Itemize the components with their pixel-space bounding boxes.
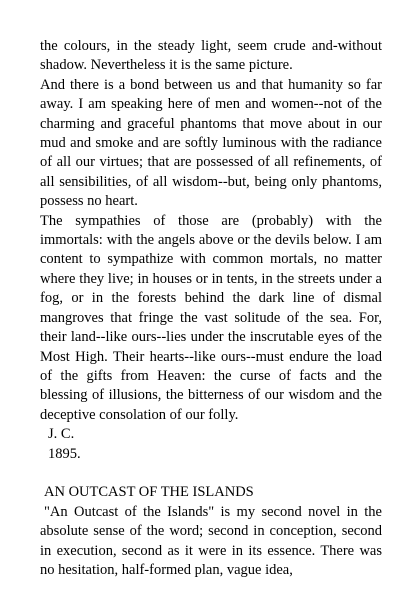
paragraph-sympathies: The sympathies of those are (probably) with the immortals: with the angels above or the devils below. I am content to sympathize with common mortals, no matter where they live; in houses or in tents, in the streets under a fog, or in the forests behind the dark line of dismal mangroves that fringe the vast solitude of the sea. For, their land--like ours--lies under the inscrutable eyes of the Most High. Their hearts--like ours--must endure the load of the gifts from Heaven: the curse of facts and the blessing of illusions, the bitterness of our wisdom and the deceptive consolation of our folly. bbox=[40, 212, 382, 423]
paragraph-colours: the colours, in the steady light, seem crude and-without shadow. Nevertheless it is the same picture. bbox=[40, 38, 382, 74]
paragraph-bond: And there is a bond between us and that humanity so far away. I am speaking here of men and women--not of the charming and graceful phantoms that move about in our mud and smoke and are softly luminous with the radiance of all our virtues; that are possessed of all refinements, of all sensibilities, of all wisdom--but, being only phantoms, possess no heart. bbox=[40, 76, 382, 210]
signature-initials: J. C. bbox=[48, 426, 75, 443]
section-spacer bbox=[40, 464, 382, 483]
signature-year: 1895. bbox=[48, 445, 81, 462]
section-heading: AN OUTCAST OF THE ISLANDS bbox=[44, 484, 254, 501]
paragraph-outcast-intro: "An Outcast of the Islands" is my second novel in the absolute sense of the word; second in conception, second in execution, second as it were in its essence. There was no hesitation, half-formed plan, vague idea, bbox=[40, 503, 382, 578]
document-page bbox=[40, 37, 382, 580]
